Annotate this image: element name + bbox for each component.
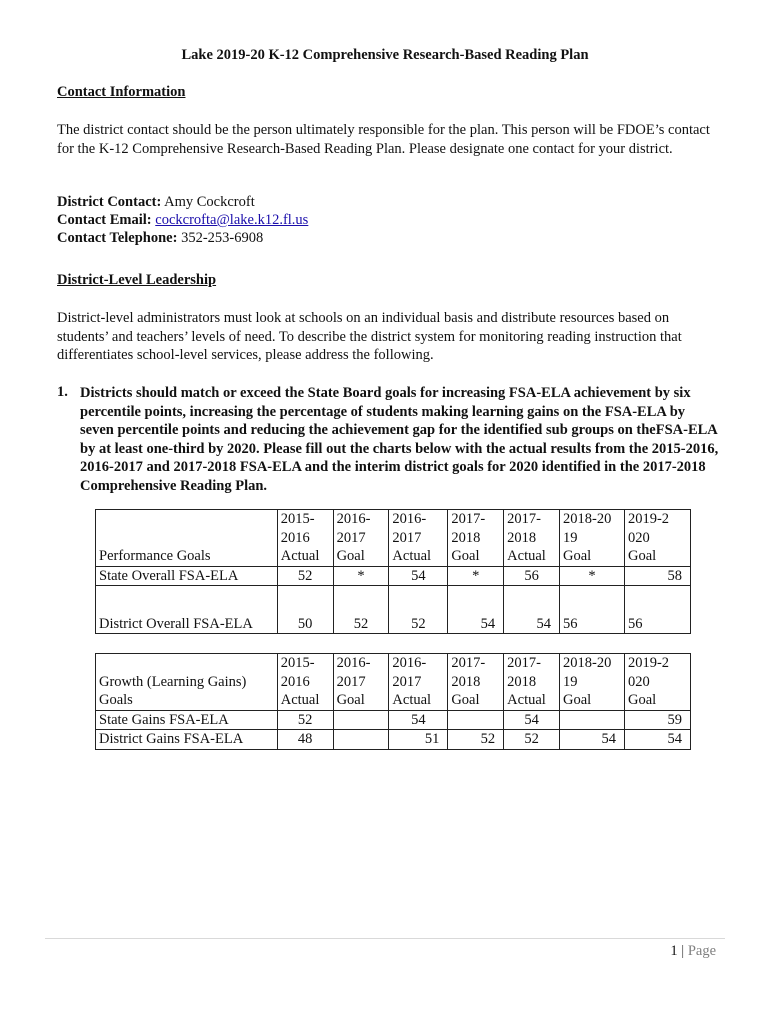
page-label: Page: [687, 943, 716, 959]
contact-telephone-value: 352-253-6908: [181, 230, 264, 246]
table-cell: 51: [389, 730, 448, 750]
contact-email-link[interactable]: cockcrofta@lake.k12.fl.us: [155, 212, 309, 228]
footer-divider: [45, 938, 725, 939]
district-contact-line: [57, 193, 255, 212]
table-header-row: [96, 654, 691, 711]
table-cell: 56: [560, 586, 625, 634]
growth-goals-table: [95, 653, 691, 750]
table-cell: 52: [504, 730, 560, 750]
table-cell: [448, 710, 504, 730]
column-header: 2016- 2017 Goal: [333, 510, 389, 567]
performance-goals-table: [95, 509, 691, 634]
column-header: 2019-2 020 Goal: [624, 510, 690, 567]
contact-telephone-line: [57, 229, 263, 248]
question-number: 1.: [57, 384, 68, 400]
table-cell: 50: [277, 586, 333, 634]
table-cell: [333, 710, 389, 730]
table-cell: 58: [624, 566, 690, 586]
table-header-row: [96, 510, 691, 567]
table-cell: 56: [624, 586, 690, 634]
row-header-cell: Performance Goals: [96, 510, 278, 567]
table-cell: 59: [624, 710, 690, 730]
contact-telephone-label: Contact Telephone:: [57, 230, 178, 246]
row-label: District Gains FSA-ELA: [96, 730, 278, 750]
column-header: 2017- 2018 Goal: [448, 654, 504, 711]
footer-separator: |: [681, 943, 685, 959]
column-header: 2015- 2016 Actual: [277, 654, 333, 711]
district-contact-label: District Contact:: [57, 194, 162, 210]
table-cell: [333, 730, 389, 750]
table-cell: 52: [333, 586, 389, 634]
table-cell: *: [333, 566, 389, 586]
column-header: 2017- 2018 Actual: [504, 510, 560, 567]
page-number: 1: [670, 943, 678, 959]
table-row: [96, 710, 691, 730]
contact-email-label: Contact Email:: [57, 212, 152, 228]
column-header: 2015- 2016 Actual: [277, 510, 333, 567]
document-title: Lake 2019-20 K-12 Comprehensive Research-Based Reading Plan: [181, 47, 589, 63]
table-row: [96, 586, 691, 634]
table-cell: 54: [389, 566, 448, 586]
contact-information-heading: Contact Information: [57, 84, 186, 100]
table-cell: 54: [504, 586, 560, 634]
column-header: 2017- 2018 Goal: [448, 510, 504, 567]
column-header: 2018-20 19 Goal: [560, 510, 625, 567]
column-header: 2016- 2017 Goal: [333, 654, 389, 711]
table-cell: [560, 710, 625, 730]
table-cell: 54: [624, 730, 690, 750]
table-cell: 54: [560, 730, 625, 750]
column-header: 2016- 2017 Actual: [389, 510, 448, 567]
table-cell: 54: [389, 710, 448, 730]
column-header: 2016- 2017 Actual: [389, 654, 448, 711]
table-cell: 52: [277, 566, 333, 586]
column-header: 2018-20 19 Goal: [560, 654, 625, 711]
contact-intro-paragraph: The district contact should be the person ultimately responsible for the plan. This person will be FDOE’s contact for the K-12 Comprehensive Research-Based Reading Plan. Please designate one contact for your district.: [57, 122, 710, 157]
table-cell: 54: [448, 586, 504, 634]
table-cell: 48: [277, 730, 333, 750]
table-cell: 54: [504, 710, 560, 730]
row-header-cell: Growth (Learning Gains) Goals: [96, 654, 278, 711]
row-label: State Gains FSA-ELA: [96, 710, 278, 730]
page-footer: [670, 943, 716, 960]
district-contact-value: Amy Cockcroft: [164, 194, 255, 210]
table-row: [96, 566, 691, 586]
question-text: Districts should match or exceed the State Board goals for increasing FSA-ELA achievement by six percentile points, increasing the percentage of students making learning gains on the FSA-ELA by seven percentile points and reducing the achievement gap for the identified sub groups on theFSA-ELA by at least one-third by 2020. Please fill out the charts below with the actual results from the 2015-2016, 2016-2017 and 2017-2018 FSA-ELA and the interim district goals for 2020 identified in the 2017-2018 Comprehensive Reading Plan.: [80, 385, 719, 494]
table-cell: *: [448, 566, 504, 586]
row-label: State Overall FSA-ELA: [96, 566, 278, 586]
leadership-intro-paragraph: District-level administrators must look at schools on an individual basis and distribute resources based on students’ and teachers’ levels of need. To describe the district system for monitoring reading instruction that differentiates school-level services, please address the following.: [57, 310, 682, 363]
column-header: 2019-2 020 Goal: [624, 654, 690, 711]
table-cell: *: [560, 566, 625, 586]
district-leadership-heading: District-Level Leadership: [57, 272, 217, 288]
table-cell: 52: [389, 586, 448, 634]
column-header: 2017- 2018 Actual: [504, 654, 560, 711]
table-cell: 52: [448, 730, 504, 750]
contact-email-line: [57, 211, 308, 230]
table-cell: 56: [504, 566, 560, 586]
table-row: [96, 730, 691, 750]
table-cell: 52: [277, 710, 333, 730]
row-label: District Overall FSA-ELA: [96, 586, 278, 634]
